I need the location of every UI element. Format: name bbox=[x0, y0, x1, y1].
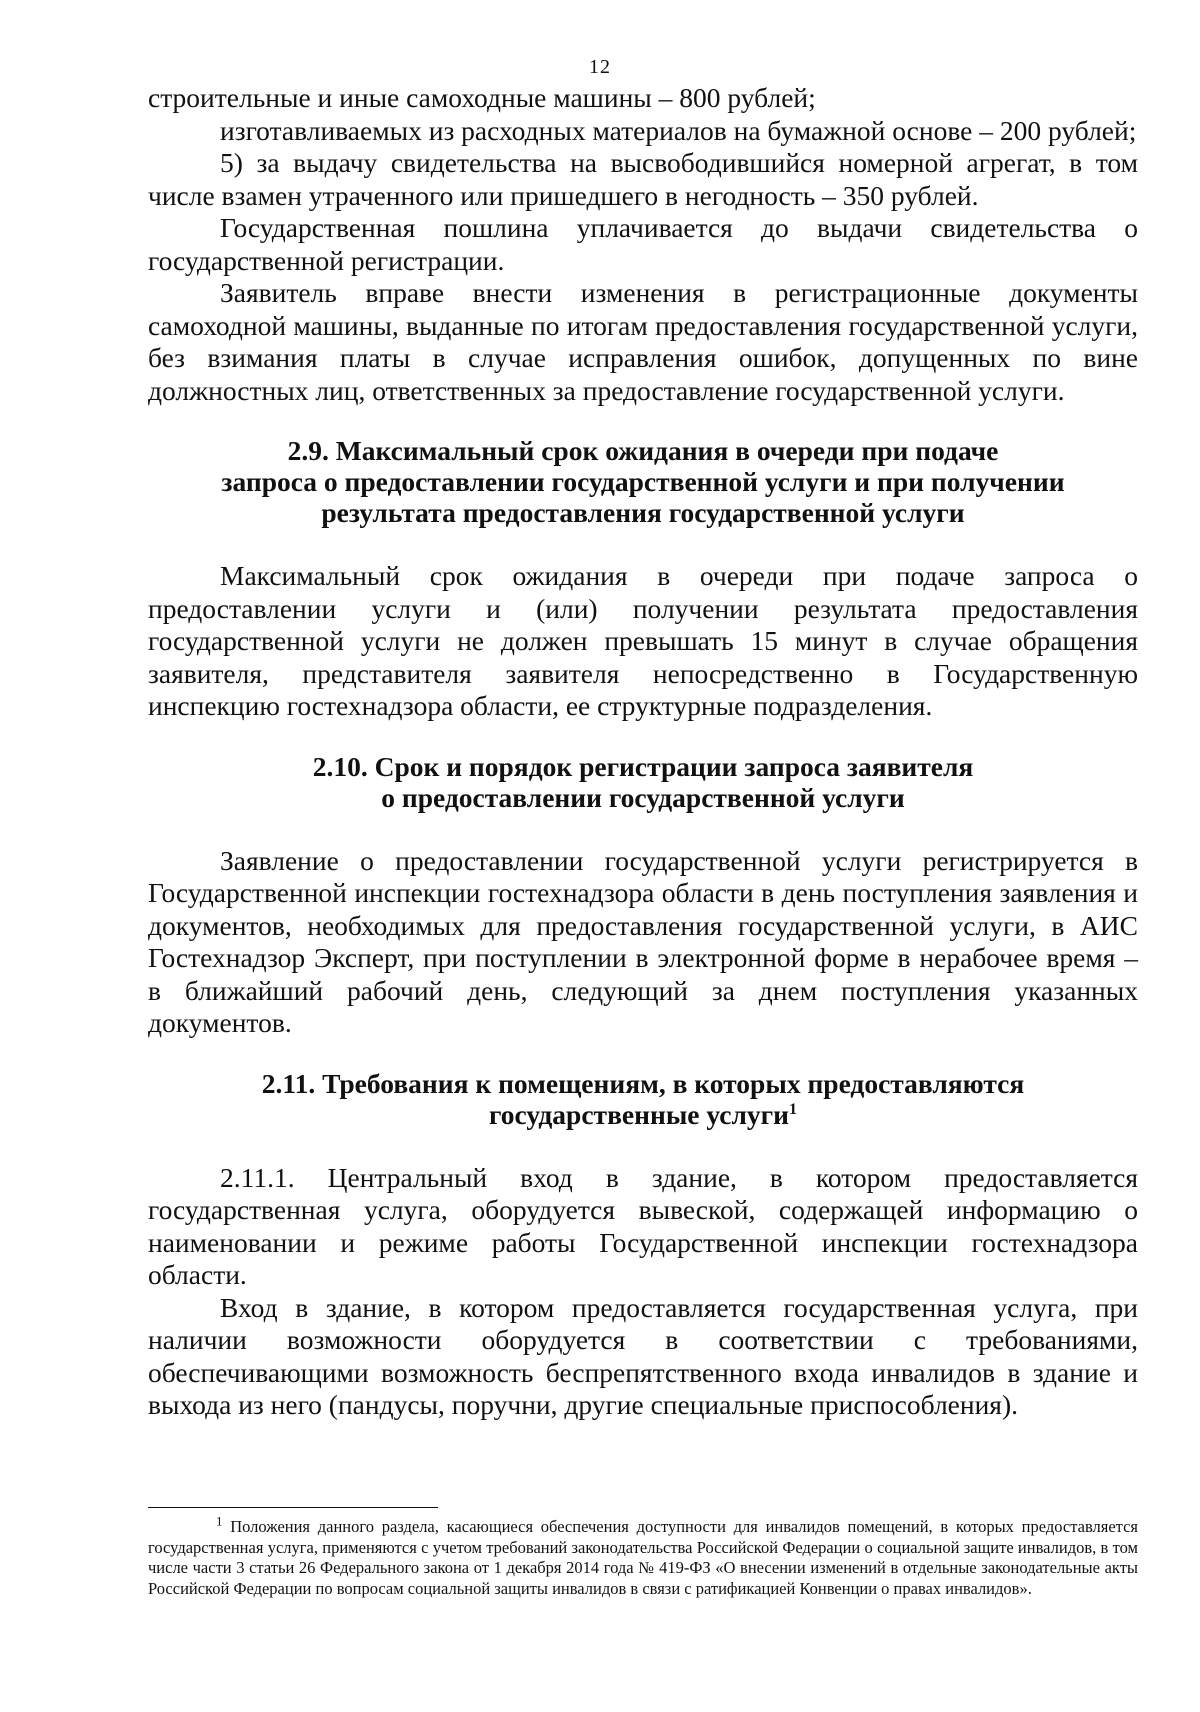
section-heading-line: 2.9. Максимальный срок ожидания в очереди при подаче bbox=[287, 435, 999, 466]
section-heading-line: 2.10. Срок и порядок регистрации запроса заявителя bbox=[312, 750, 974, 782]
paragraph-fee-machines: строительные и иные самоходные машины – 800 рублей; bbox=[148, 82, 816, 113]
footnote bbox=[148, 1513, 1139, 1599]
section-heading-line: о предоставлении государственной услуги bbox=[381, 781, 905, 813]
section-2-9-heading bbox=[148, 435, 1138, 528]
section-2-9-text: Максимальный срок ожидания в очереди при подаче запроса о предоставлении услуги и (или) получении результата предоставления государственной услуги не должен превышать 15 минут в случае обращения заявителя, представителя заявителя непосредственно в Государственную инспекцию гостехнадзора области, ее структурные подразделения. bbox=[148, 560, 1138, 721]
page-number: 12 bbox=[589, 56, 611, 78]
paragraph-duty-payment: Государственная пошлина уплачивается до выдачи свидетельства о государственной регистрации. bbox=[148, 212, 1138, 276]
section-heading-line: запроса о предоставлении государственной услуги и при получении bbox=[221, 466, 1065, 497]
section-heading-line: результата предоставления государственной услуги bbox=[321, 497, 965, 528]
section-heading-line: 2.11. Требования к помещениям, в которых предоставляются bbox=[261, 1067, 1025, 1099]
section-2-10-text: Заявление о предоставлении государственной услуги регистрируется в Государственной инспекции гостехнадзора области в день поступления заявления и документов, необходимых для предоставления государственной услуги, в АИС Гостехнадзор Эксперт, при поступлении в электронной форме в нерабочее время – в ближайший рабочий день, следующий за днем поступления указанных документов. bbox=[148, 844, 1138, 1038]
section-2-10-heading bbox=[148, 751, 1138, 813]
section-2-11-1-text: 2.11.1. Центральный вход в здание, в котором предоставляется государственная услуга, оборудуется вывеской, содержащей информацию о наименовании и режиме работы Государственной инспекции гостехнадзора области. bbox=[148, 1161, 1138, 1290]
page-content bbox=[148, 82, 1138, 1422]
section-heading-line bbox=[148, 1099, 1138, 1130]
section-heading-text: государственные услуги bbox=[488, 1098, 789, 1130]
paragraph-document-changes: Заявитель вправе внести изменения в регистрационные документы самоходной машины, выданные по итогам предоставления государственной услуги, без взимания платы в случае исправления ошибок, допущенных по вине должностных лиц, ответственных за предоставление государственной услуги. bbox=[148, 277, 1138, 406]
footnote-divider bbox=[148, 1507, 438, 1508]
footnote-text: Положения данного раздела, касающиеся обеспечения доступности для инвалидов помещений, в которых предоставляется государственная услуга, применяются с учетом требований законодательства Российской Федерации о социальной защите инвалидов, в том числе части 3 статьи 26 Федерального закона от 1 декабря 2014 года № 419-ФЗ «О внесении изменений в отдельные законодательные акты Российской Федерации по вопросам социальной защиты инвалидов в связи с ратификацией Конвенции о правах инвалидов». bbox=[148, 1517, 1139, 1598]
section-2-11-entrance-text: Вход в здание, в котором предоставляется государственная услуга, при наличии возможности оборудуется в соответствии с требованиями, обеспечивающими возможность беспрепятственного входа инвалидов в здание и выхода из него (пандусы, поручни, другие специальные приспособления). bbox=[148, 1291, 1138, 1420]
footnote-reference[interactable]: 1 bbox=[789, 1100, 797, 1118]
paragraph-fee-paper: изготавливаемых из расходных материалов на бумажной основе – 200 рублей; bbox=[220, 114, 1137, 146]
section-2-11-heading bbox=[148, 1068, 1138, 1130]
footnote-marker: 1 bbox=[216, 1513, 223, 1529]
paragraph-fee-aggregate: 5) за выдачу свидетельства на высвободившийся номерной агрегат, в том числе взамен утраченного или пришедшего в негодность – 350 рублей. bbox=[148, 147, 1138, 211]
